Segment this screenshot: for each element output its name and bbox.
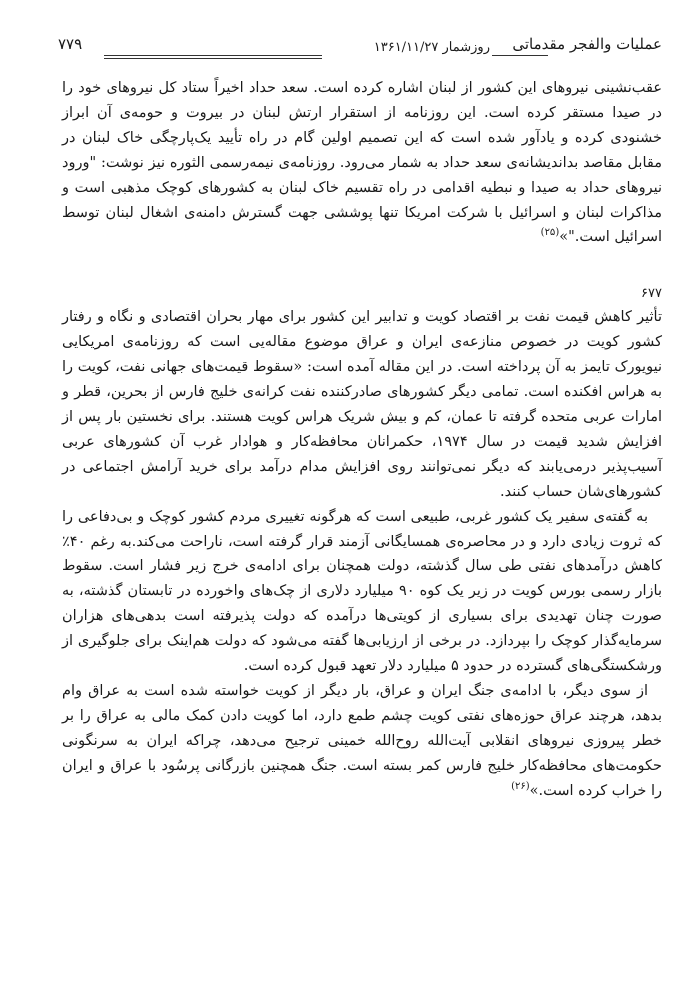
body-text: [62, 76, 662, 803]
header-date: روزشمار ۱۳۶۱/۱۱/۲۷: [373, 40, 490, 55]
paragraph: [62, 679, 662, 804]
footnote-ref: (۲۶): [511, 780, 530, 792]
running-header: [58, 34, 662, 64]
section-gap: [62, 250, 662, 283]
paragraph: [62, 76, 662, 250]
page-number: ۷۷۹: [58, 35, 83, 53]
header-rule: [104, 58, 322, 59]
paragraph-text: از سوی دیگر، با ادامه‌ی جنگ ایران و عراق، بار دیگر از کویت خواسته شده است به عراق وام بدهد، هرچند عراق حوزه‌های نفتی کویت چشم طمع دارد، اما کویت دادن کمک مالی به عراق را بر خطر پیروزی نیروهای انقلابی آیت‌الله روح‌الله خمینی ترجیح می‌دهد، چراکه ایران به سرنگونی حکومت‌های محافظه‌کار خلیج فارس کمر بسته است. جنگ همچنین بازرگانی پرسُود با عراق و ایران را خراب کرده است.»: [62, 682, 662, 799]
header-rule: [104, 55, 322, 56]
paragraph: به گفته‌ی سفیر یک کشور غربی، طبیعی است که هرگونه تغییری مردم کشور کوچک و بی‌دفاعی را که ثروت زیادی دارد و در محاصره‌ی همسایگانی آزمند قرار گرفته است، ناراحت می‌کند.به رغم ۴۰٪ کاهش درآمدهای نفتی طی سال گذشته، دولت همچنان برای ادامه‌ی خرج زیر فشار است. سقوط بازار رسمی بورس کویت در زیر یک کوه ۹۰ میلیارد دلاری از چک‌های واخورده در تابستان گذشته، به صورت چنان تهدیدی برای بسیاری از کویتی‌ها درآمده که دولت پذیرفته است بدهی‌های هزاران سرمایه‌گذار کوچک را بپردازد. در برخی از ارزیابی‌ها گفته می‌شود که دولت هم‌اینک برای جلوگیری از ورشکستگی‌های گسترده در حدود ۵ میلیارد دلار تعهد قبول کرده است.: [62, 508, 662, 675]
header-rule: [492, 55, 548, 56]
chapter-title: عملیات والفجر مقدماتی: [512, 35, 662, 53]
footnote-ref: (۲۵): [540, 227, 560, 239]
entry-number: ۶۷۷: [641, 286, 662, 302]
paragraph-text: عقب‌نشینی نیروهای این کشور از لبنان اشاره کرده است. سعد حداد اخیراً ستاد کل نیروهای خود را در صیدا مستقر کرده است. این روزنامه از استقرار ارتش لبنان در بیروت و حومه‌ی آن ابراز خشنودی کرده و یادآور شده است که این تصمیم اولین گام در راه تأیید یک‌پارچگی خاک لبنان در مقابل مقاصد بداندیشانه‌ی سعد حداد به شمار می‌رود. روزنامه‌ی نیمه‌رسمی الثوره نیز نوشت: "ورود نیروهای حداد به صیدا و نبطیه اقدامی در راه تقسیم خاک لبنان به کشورهای کوچک مذهبی است و مذاکرات لبنان و اسرائیل با شرکت امریکا تنها پوششی جهت گسترش دامنه‌ی اشغال لبنان توسط اسرائیل است."»: [62, 80, 662, 246]
paragraph: تأثیر کاهش قیمت نفت بر اقتصاد کویت و تدابیر این کشور برای مهار بحران اقتصادی و نگاه و رفتار کشور کویت در خصوص منازعه‌ی ایران و عراق موضوع مقاله‌یی است که روزنامه‌ی امریکایی نیویورک تایمز به آن پرداخته است. در این مقاله آمده است: «سقوط قیمت‌های جهانی نفت، کویت را به هراس افکنده است. تمامی دیگر کشورهای صادرکننده نفت کرانه‌ی خلیج فارس از بحرین، قطر و امارات عربی متحده گرفته تا عمان، کم و بیش شریک هراس کویت هستند. برای نخستین بار پس از افزایش شدید قیمت در سال ۱۹۷۴، حکمرانان محافظه‌کار و هوادار غرب آن کشورهای عربی آسیب‌پذیر درمی‌یابند که دیگر نمی‌توانند روی افزایش مدام درآمد برای خرید آرامش اجتماعی در کشورهای‌شان حساب کنند.: [62, 309, 662, 500]
